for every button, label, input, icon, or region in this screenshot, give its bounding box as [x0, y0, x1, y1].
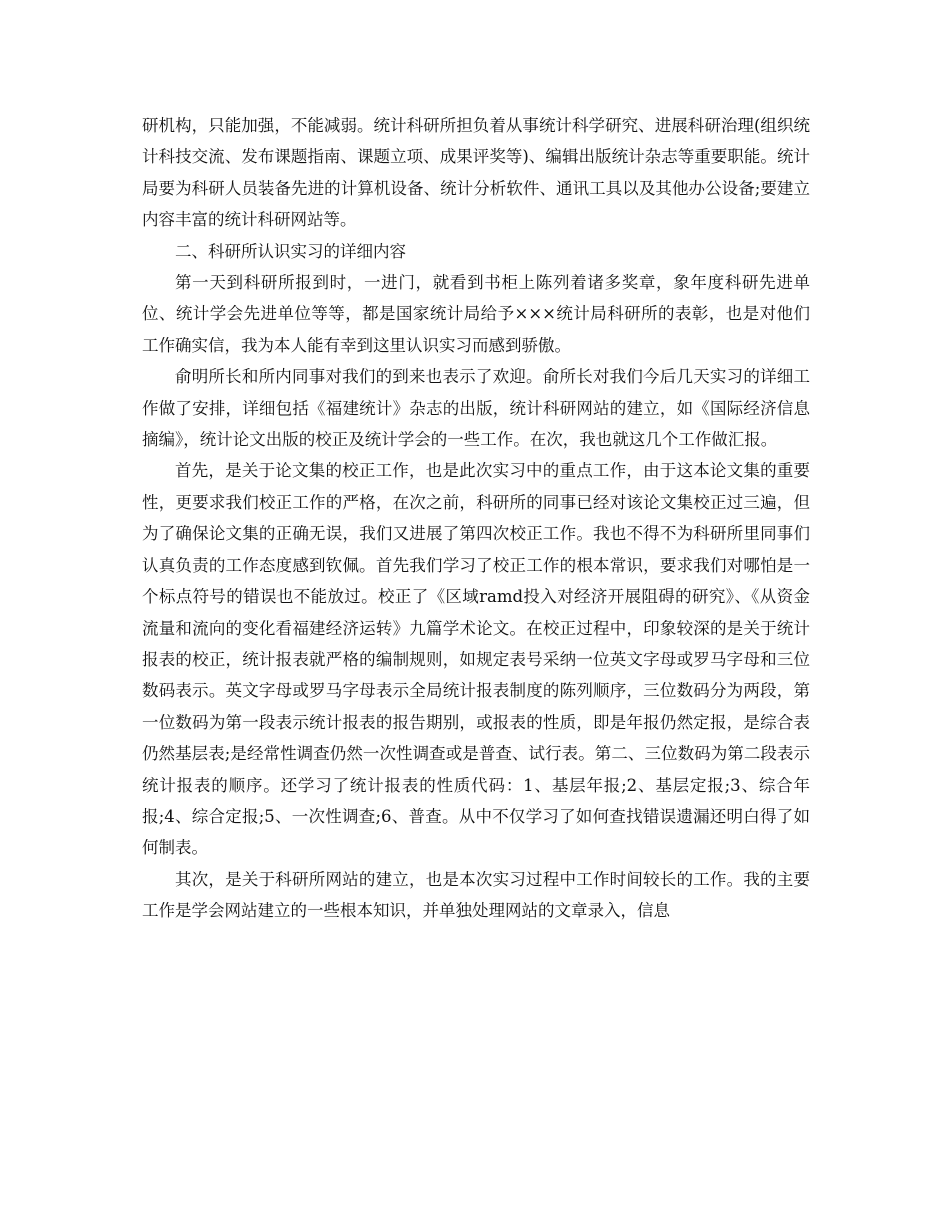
document-page	[142, 110, 810, 927]
paragraph-1: 研机构，只能加强，不能减弱。统计科研所担负着从事统计科学研究、进展科研治理(组织统计科技交流、发布课题指南、课题立项、成果评奖等)、编辑出版统计杂志等重要职能。统计局要为科研人员装备先进的计算机设备、统计分析软件、通讯工具以及其他办公设备;要建立内容丰富的统计科研网站等。	[142, 116, 810, 230]
paragraph-4: 首先，是关于论文集的校正工作，也是此次实习中的重点工作，由于这本论文集的重要性，更要求我们校正工作的严格，在次之前，科研所的同事已经对该论文集校正过三遍，但为了确保论文集的正确无误，我们又进展了第四次校正工作。我也不得不为科研所里同事们认真负责的工作态度感到钦佩。首先我们学习了校正工作的根本常识，要求我们对哪怕是一个标点符号的错误也不能放过。校正了《区域ramd投入对经济开展阻碍的研究》、《从资金流量和流向的变化看福建经济运转》九篇学术论文。在校正过程中，印象较深的是关于统计报表的校正，统计报表就严格的编制规则，如规定表号采纳一位英文字母或罗马字母和三位数码表示。英文字母或罗马字母表示全局统计报表制度的陈列顺序，三位数码分为两段，第一位数码为第一段表示统计报表的报告期别，或报表的性质，即是年报仍然定报，是综合表仍然基层表;是经常性调查仍然一次性调查或是普查、试行表。第二、三位数码为第二段表示统计报表的顺序。还学习了统计报表的性质代码：1、基层年报;2、基层定报;3、综合年报;4、综合定报;5、一次性调查;6、普查。从中不仅学习了如何查找错误遗漏还明白得了如何制表。	[142, 461, 810, 858]
section-heading: 二、科研所认识实习的详细内容	[175, 241, 406, 261]
paragraph-2: 第一天到科研所报到时，一进门，就看到书柜上陈列着诸多奖章，象年度科研先进单位、统计学会先进单位等等，都是国家统计局给予×××统计局科研所的表彰，也是对他们工作确实信，我为本人能有幸到这里认识实习而感到骄傲。	[142, 273, 810, 355]
paragraph-5: 其次，是关于科研所网站的建立，也是本次实习过程中工作时间较长的工作。我的主要工作是学会网站建立的一些根本知识，并单独处理网站的文章录入，信息	[142, 869, 810, 921]
paragraph-3: 俞明所长和所内同事对我们的到来也表示了欢迎。俞所长对我们今后几天实习的详细工作做了安排，详细包括《福建统计》杂志的出版，统计科研网站的建立，如《国际经济信息摘编》，统计论文出版的校正及统计学会的一些工作。在次，我也就这几个工作做汇报。	[142, 367, 810, 450]
